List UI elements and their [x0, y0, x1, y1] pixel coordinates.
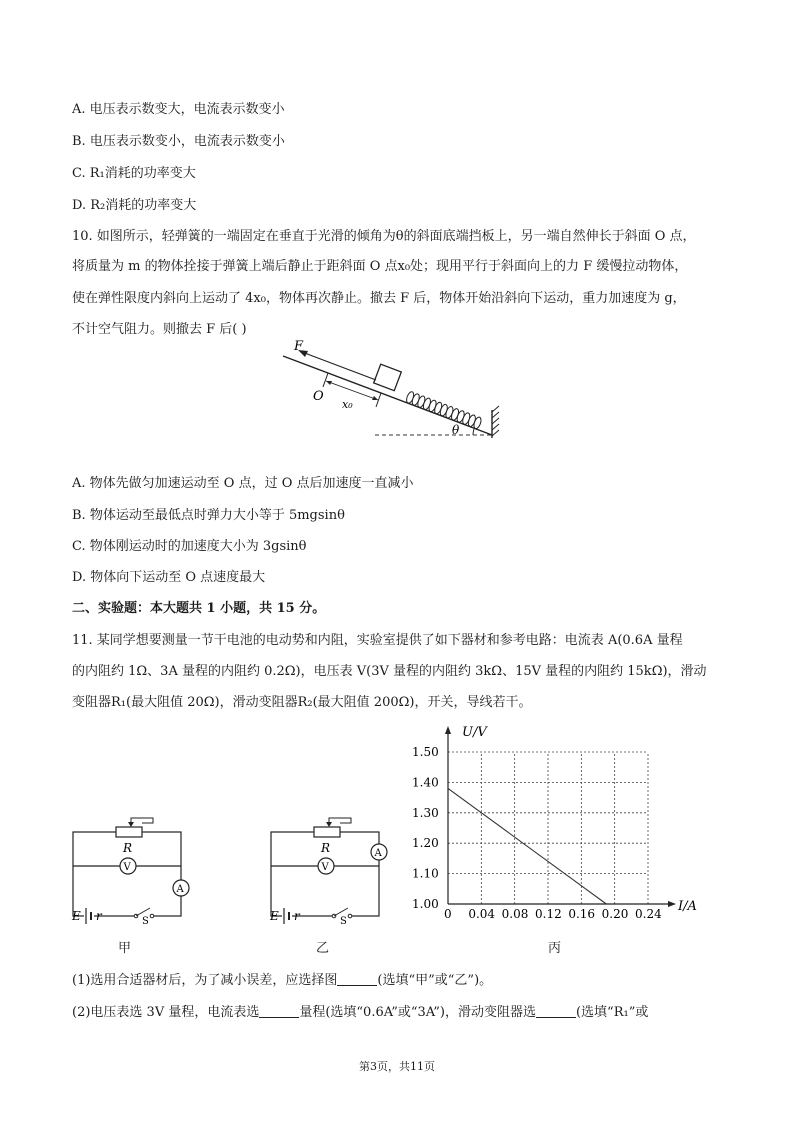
x-axis-label: I/A: [678, 899, 697, 914]
force-label: F: [294, 339, 304, 354]
answer-blank[interactable]: [337, 973, 377, 986]
y-tick-label: 1.50: [412, 745, 439, 759]
x-tick-label: 0.24: [635, 907, 662, 921]
y-tick-label: 1.40: [412, 775, 439, 790]
caption-bing: 丙: [548, 941, 562, 956]
jia-ammeter-label: A: [176, 884, 184, 895]
y-axis-label: U/V: [462, 725, 487, 740]
q10-stem-line-1: 10. 如图所示，轻弹簧的一端固定在垂直于光滑的倾角为θ的斜面底端挡板上，另一端自然伸长于斜面 O 点，: [72, 229, 696, 244]
origin-label: O: [313, 389, 324, 404]
jia-rheostat-label: R: [123, 841, 133, 855]
q10-stem-line-4: 不计空气阻力。则撤去 F 后( ): [72, 322, 247, 337]
y-tick-label: 1.10: [412, 866, 439, 881]
yi-internal-label: r: [294, 909, 300, 923]
yi-emf-label: E: [270, 909, 279, 923]
jia-voltmeter-label: V: [123, 862, 131, 873]
yi-rheostat-label: R: [321, 841, 331, 855]
q11-stem-line-1: 11. 某同学想要测量一节干电池的电动势和内阻，实验室提供了如下器材和参考电路：电流表 A(0.6A 量程: [72, 633, 683, 648]
yi-voltmeter-label: V: [321, 862, 329, 873]
section-heading: 二、实验题：本大题共 1 小题，共 15 分。: [72, 601, 326, 616]
q10-incline-figure: [280, 338, 520, 443]
x-axis-arrow: [668, 901, 676, 907]
block: [374, 364, 402, 390]
displacement-label: x₀: [342, 398, 353, 411]
q11-sub2: (2)电压表选 3V 量程，电流表选 量程(选填“0.6A”或“3A”)，滑动变阻器选 (选填“R₁”或: [72, 1005, 649, 1020]
caption-yi: 乙: [316, 941, 330, 956]
q10-option-d: D. 物体向下运动至 O 点速度最大: [72, 570, 266, 585]
jia-switch-label: S: [142, 916, 149, 924]
answer-blank[interactable]: [259, 1005, 299, 1018]
circuit-yi: [266, 816, 398, 924]
q10-option-c: C. 物体刚运动时的加速度大小为 3gsinθ: [72, 539, 307, 554]
x-tick-label: 0.04: [468, 907, 496, 921]
y-axis-arrow: [445, 726, 451, 734]
q11-sub1: (1)选用合适器材后，为了减小误差，应选择图 (选填“甲”或“乙”)。: [72, 973, 493, 988]
page-footer: 第3页，共11页: [359, 1060, 435, 1073]
circuit-jia: [68, 816, 200, 924]
q9-option-c: C. R₁消耗的功率变大: [72, 166, 196, 181]
x-tick-label: 0.16: [568, 907, 596, 921]
y-tick-label: 1.30: [412, 805, 439, 820]
q9-option-b: B. 电压表示数变小，电流表示数变小: [72, 134, 285, 149]
y-tick-label: 1.20: [412, 836, 439, 851]
yi-ammeter-label: A: [374, 848, 382, 859]
q11-stem-line-3: 变阻器R₁(最大阻值 20Ω)，滑动变阻器R₂(最大阻值 200Ω)，开关，导线若干。: [72, 695, 532, 710]
y-tick-label: 1.00: [412, 897, 439, 911]
u-i-chart: [410, 712, 710, 927]
q10-option-b: B. 物体运动至最低点时弹力大小等于 5mgsinθ: [72, 508, 345, 523]
answer-blank[interactable]: [536, 1005, 576, 1018]
jia-internal-label: r: [96, 909, 102, 923]
x-tick-label: 0.12: [535, 907, 562, 921]
q10-option-a: A. 物体先做匀加速运动至 O 点，过 O 点后加速度一直减小: [72, 476, 414, 491]
q9-option-d: D. R₂消耗的功率变大: [72, 198, 197, 213]
q10-stem-line-3: 使在弹性限度内斜向上运动了 4x₀，物体再次静止。撤去 F 后，物体开始沿斜向下运动，重力加速度为 g，: [72, 291, 686, 306]
data-line: [448, 788, 606, 904]
x-tick-label: 0.08: [501, 907, 529, 921]
angle-label: θ: [452, 423, 460, 437]
x-tick-label: 0: [444, 907, 452, 921]
q9-option-a: A. 电压表示数变大，电流表示数变小: [72, 102, 285, 117]
yi-switch-label: S: [340, 916, 347, 924]
q10-stem-line-2: 将质量为 m 的物体拴接于弹簧上端后静止于距斜面 O 点x₀处；现用平行于斜面向上的力 F 缓慢拉动物体，: [72, 259, 688, 274]
x-tick-label: 0.20: [601, 907, 629, 921]
q11-stem-line-2: 的内阻约 1Ω、3A 量程的内阻约 0.2Ω)，电压表 V(3V 量程的内阻约 3kΩ、15V 量程的内阻约 15kΩ)，滑动: [72, 664, 707, 679]
jia-emf-label: E: [72, 909, 81, 923]
caption-jia: 甲: [118, 941, 132, 956]
